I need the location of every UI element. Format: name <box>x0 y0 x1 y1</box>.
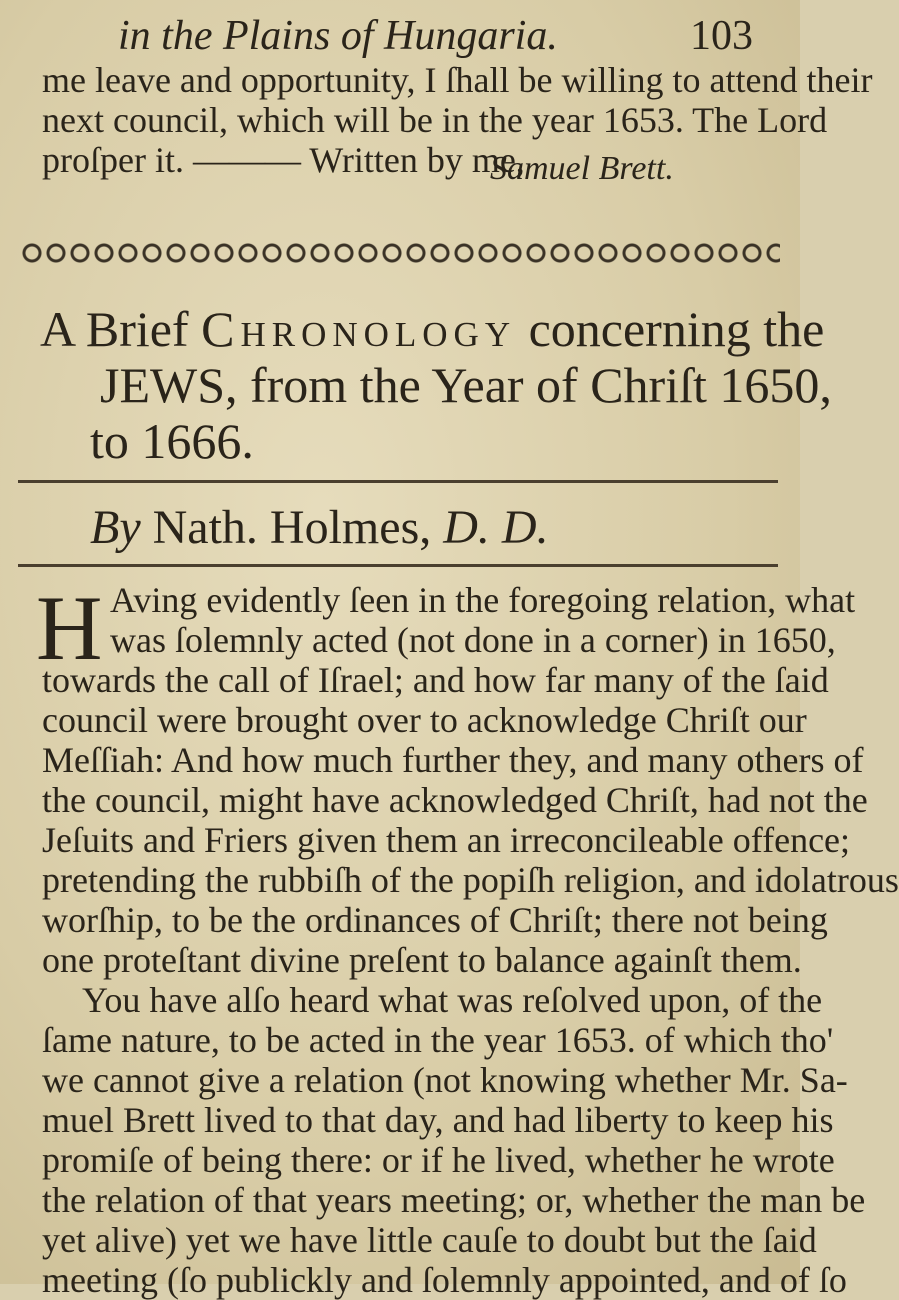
title-part: concerning the <box>516 301 825 357</box>
ornamental-border <box>20 238 780 268</box>
paragraph-2-overflow <box>42 1260 847 1300</box>
text-line: Aving evidently ſeen in the foregoing relation, what <box>110 580 856 620</box>
text-line: we cannot give a relation (not knowing whether Mr. Sa- <box>42 1060 848 1100</box>
signature: Samuel Brett. <box>490 150 674 187</box>
text-line: proſper it. ——— Written by me, <box>42 140 525 180</box>
divider-bottom <box>18 564 778 567</box>
text-line: Jeſuits and Friers given them an irreconcileable offence; <box>42 820 851 860</box>
text-line: the relation of that years meeting; or, whether the man be <box>42 1180 866 1220</box>
text-line: You have alſo heard what was reſolved upon, of the <box>82 980 823 1020</box>
byline-degree: D. D. <box>443 501 549 554</box>
text-line: the council, might have acknowledged Chriſt, had not the <box>42 780 868 820</box>
text-line: ſame nature, to be acted in the year 1653. of which tho' <box>42 1020 834 1060</box>
chapter-title-line-3: to 1666. <box>90 413 254 469</box>
text-line: was ſolemnly acted (not done in a corner) in 1650, <box>110 620 836 660</box>
drop-cap: H <box>36 577 103 679</box>
text-line: me leave and opportunity, I ſhall be willing to attend their <box>42 60 873 100</box>
text-line: next council, which will be in the year 1653. The Lord <box>42 100 828 140</box>
text-line: towards the call of Iſrael; and how far many of the ſaid <box>42 660 829 700</box>
text-line: meeting (ſo publickly and ſolemnly appointed, and of ſo <box>42 1260 847 1300</box>
running-header <box>0 10 800 58</box>
running-title: in the Plains of Hungaria. <box>118 13 558 59</box>
text-line: pretending the rubbiſh of the popiſh religion, and idolatrous <box>42 860 899 900</box>
divider-top <box>18 480 778 483</box>
text-line: one proteſtant divine preſent to balance againſt them. <box>42 940 802 980</box>
byline <box>90 500 549 555</box>
page-number: 103 <box>690 13 753 59</box>
text-line: yet alive) yet we have little cauſe to doubt but the ſaid <box>42 1220 817 1260</box>
chapter-title-line-2: JEWS, from the Year of Chriſt 1650, <box>100 357 832 413</box>
paragraph-2 <box>42 980 866 1260</box>
text-line: muel Brett lived to that day, and had liberty to keep his <box>42 1100 834 1140</box>
text-line: promiſe of being there: or if he lived, whether he wrote <box>42 1140 835 1180</box>
title-part: A Brief <box>40 301 202 357</box>
byline-name: Nath. Holmes, <box>140 501 444 554</box>
title-part: Chronology <box>201 301 517 357</box>
chapter-title-line-1 <box>40 300 825 358</box>
text-line: worſhip, to be the ordinances of Chriſt; there not being <box>42 900 828 940</box>
text-line: Meſſiah: And how much further they, and many others of <box>42 740 864 780</box>
text-line: council were brought over to acknowledge Chriſt our <box>42 700 807 740</box>
byline-by: By <box>90 501 141 554</box>
paragraph-1-head <box>110 580 856 660</box>
paragraph-1-body <box>42 660 899 980</box>
